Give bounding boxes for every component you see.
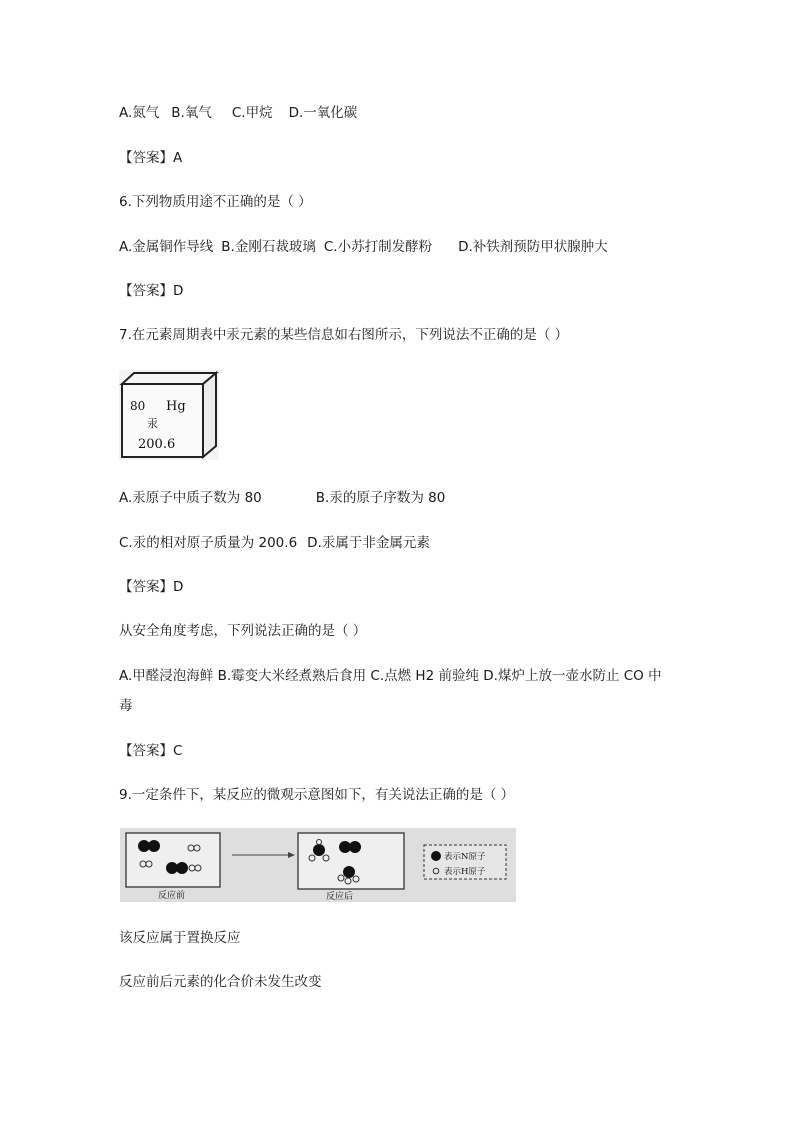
q5-answer: 【答案】A (119, 150, 183, 166)
q8-options-line2: 毒 (119, 698, 133, 714)
q9-option-b: 反应前后元素的化合价未发生改变 (119, 974, 322, 990)
q7-answer: 【答案】D (119, 579, 184, 595)
q7-stem: 7.在元素周期表中汞元素的某些信息如右图所示，下列说法不正确的是（ ） (119, 327, 569, 343)
q6-option-d: D.补铁剂预防甲状腺肿大 (458, 239, 608, 255)
after-label: 反应后 (326, 892, 354, 902)
legend-h-label: 表示H原子 (444, 867, 486, 877)
q5-option-b: B.氧气 (171, 105, 212, 121)
q5-options (119, 104, 357, 122)
n-atom-legend-icon (431, 851, 441, 861)
q6-option-c: C.小苏打制发酵粉 (323, 239, 433, 255)
q7-options-row2 (119, 534, 430, 552)
q9-option-a: 该反应属于置换反应 (119, 930, 241, 946)
q6-stem: 6.下列物质用途不正确的是（ ） (119, 194, 312, 210)
reaction-micro-diagram (120, 828, 516, 902)
before-label: 反应前 (158, 891, 186, 901)
q8-answer: 【答案】C (119, 743, 183, 759)
q6-option-b: B.金刚石裁玻璃 (221, 239, 316, 255)
q7-option-b: B.汞的原子序数为 80 (315, 490, 446, 506)
q6-option-a: A.金属铜作导线 (119, 239, 214, 255)
legend-n-label: 表示N原子 (444, 852, 486, 862)
q6-options (119, 238, 608, 256)
q8-options-line1: A.甲醛浸泡海鲜 B.霉变大米经煮熟后食用 C.点燃 H2 前验纯 D.煤炉上放一壶水防止 CO 中 (119, 668, 662, 684)
mercury-atomic-mass: 200.6 (138, 437, 176, 452)
mercury-symbol: Hg (166, 399, 186, 414)
q7-option-a: A.汞原子中质子数为 80 (119, 490, 262, 506)
q5-option-d: D.一氧化碳 (288, 105, 358, 121)
mercury-atomic-number: 80 (130, 399, 146, 413)
q5-option-c: C.甲烷 (231, 105, 273, 121)
q6-answer: 【答案】D (119, 283, 184, 299)
q7-option-c: C.汞的相对原子质量为 200.6 (119, 535, 298, 551)
q5-option-a: A.氮气 (119, 105, 160, 121)
q9-stem: 9.一定条件下，某反应的微观示意图如下，有关说法正确的是（ ） (119, 787, 515, 803)
q8-stem: 从安全角度考虑，下列说法正确的是（ ） (119, 623, 367, 639)
mercury-name: 汞 (147, 417, 158, 430)
mercury-element-card (119, 370, 219, 460)
q7-options-row1 (119, 489, 445, 507)
q7-option-d: D.汞属于非金属元素 (307, 535, 430, 551)
